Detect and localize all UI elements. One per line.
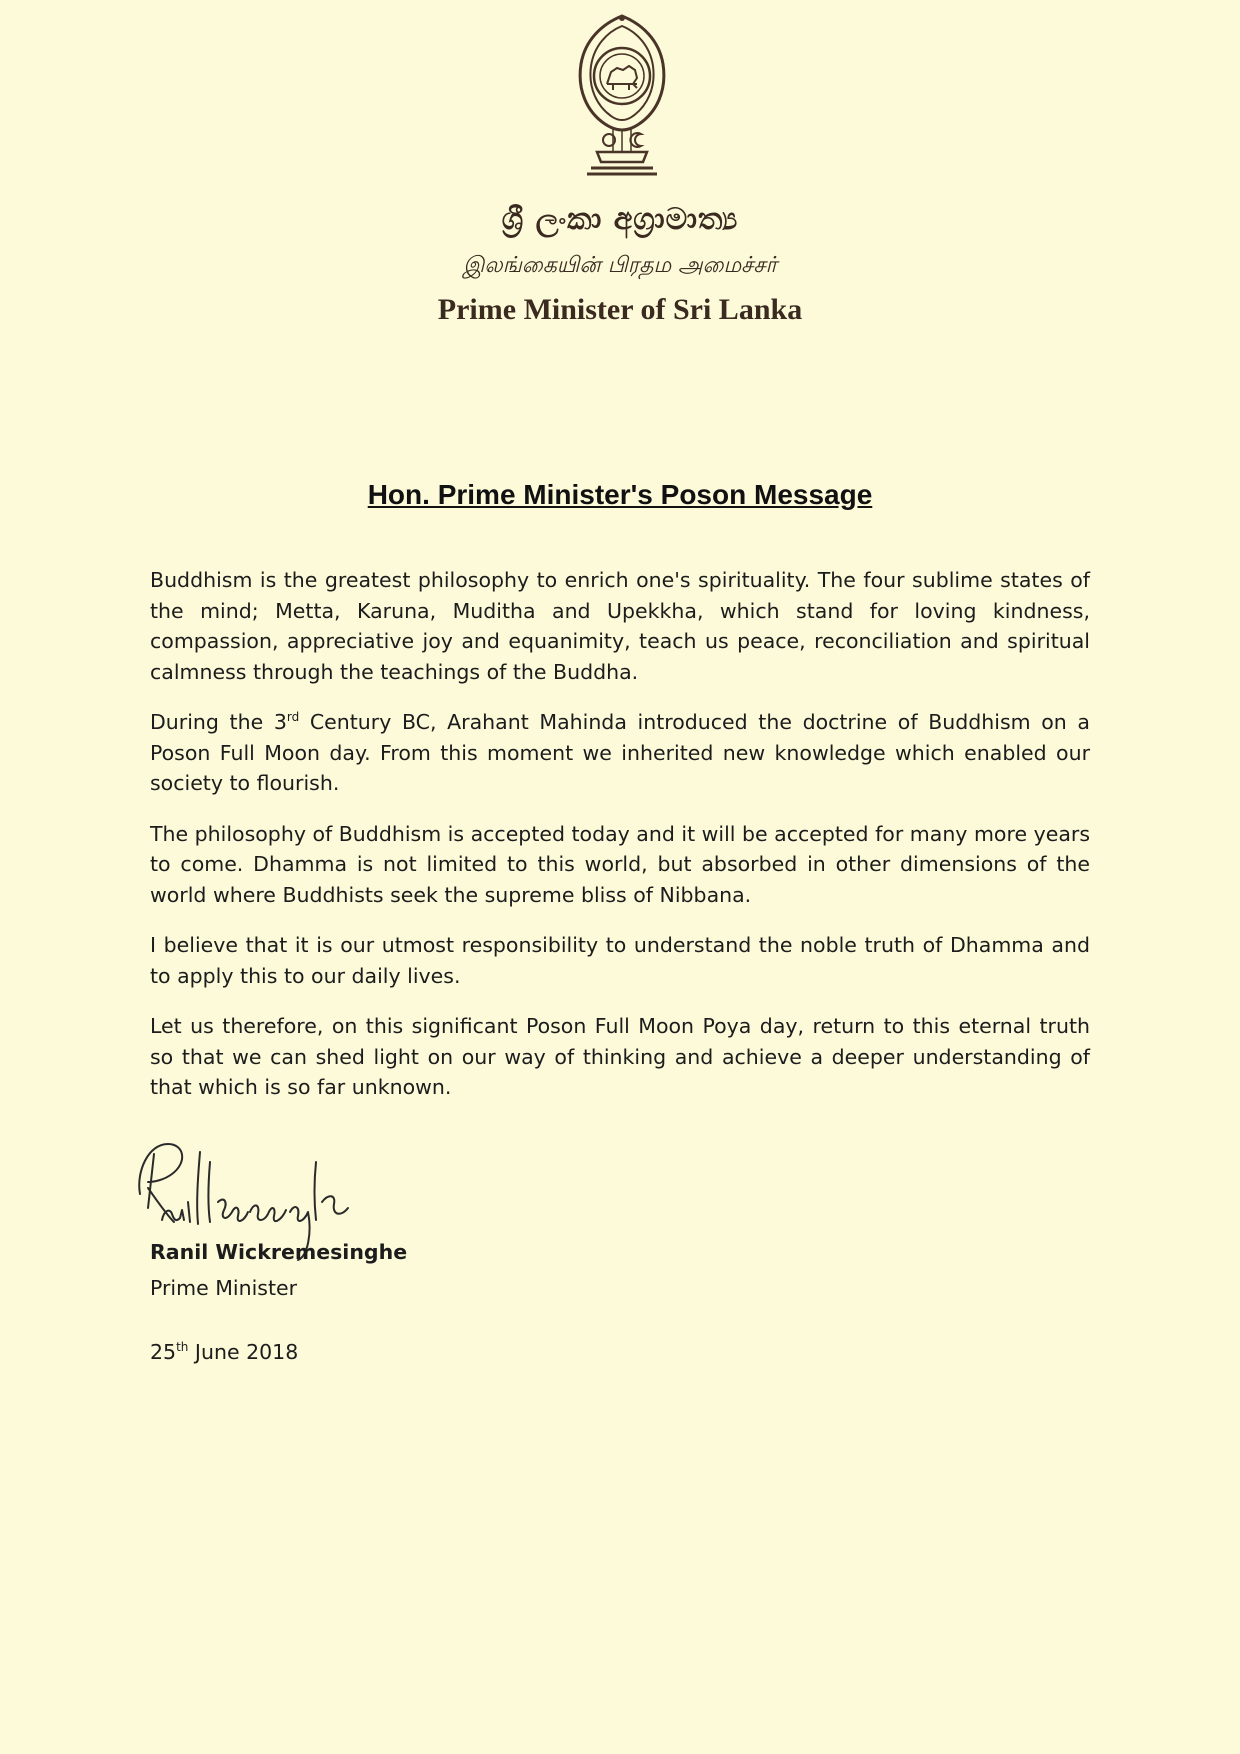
message-title: Hon. Prime Minister's Poson Message (367, 479, 873, 510)
paragraph-4: I believe that it is our utmost responsibility to understand the noble truth of Dhamma and to apply this to our daily lives. (150, 933, 1090, 988)
paragraph-3: The philosophy of Buddhism is accepted today and it will be accepted for many more years to come. Dhamma is not limited to this world, but absorbed in other dimensions of the world where Buddhists seek the supreme bliss of Nibbana. (150, 821, 1090, 907)
letterhead-tamil: இலங்கையின் பிரதம அமைச்சர் (462, 253, 777, 278)
date-day: 25 (150, 1340, 177, 1364)
ordinal-suffix: rd (286, 710, 300, 725)
letterhead-english: Prime Minister of Sri Lanka (437, 293, 803, 326)
paragraph-2-end: Century BC, Arahant Mahinda introduced the doctrine of Buddhism on a Poson Full Moon day. From this moment we inherited new knowledge which enabled our society to flourish. (150, 710, 1090, 795)
message-body (150, 565, 1090, 1123)
signer-title: Prime Minister (150, 1276, 298, 1300)
paragraph-2 (150, 707, 1090, 799)
paragraph-5: Let us therefore, on this significant Poson Full Moon Poya day, return to this eternal truth so that we can shed light on our way of thinking and achieve a deeper understanding of that which is so far unknown. (150, 1014, 1090, 1099)
letterhead-sinhala: ශ්‍රී ලංකා අග්‍රාමාත්‍ය (501, 202, 739, 237)
paragraph-1: Buddhism is the greatest philosophy to enrich one's spirituality. The four sublime states of the mind; Metta, Karuna, Muditha and Upekkha, which stand for loving kindness, compassion, appreciative joy and equanimity, teach us peace, reconciliation and spiritual calmness through the teachings of the Buddha. (150, 568, 1090, 684)
signer-name: Ranil Wickremesinghe (150, 1240, 408, 1264)
letter-date (150, 1340, 298, 1364)
national-emblem-icon (567, 12, 677, 176)
paragraph-2-start: During the 3 (150, 710, 287, 734)
date-rest: June 2018 (188, 1340, 299, 1364)
date-suffix: th (176, 1340, 189, 1355)
